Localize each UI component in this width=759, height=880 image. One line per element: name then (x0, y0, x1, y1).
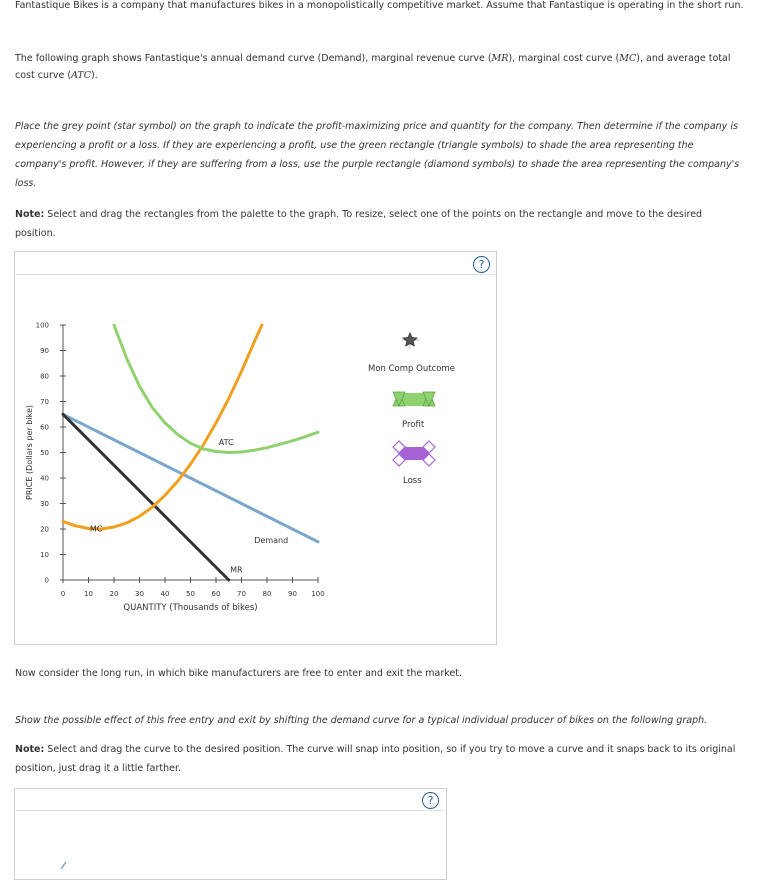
y-axis-label: PRICE (Dollars per bike) (25, 405, 34, 500)
x-tick-label: 50 (186, 590, 195, 598)
x-tick-label: 90 (288, 590, 297, 598)
atc-curve-label: ATC (218, 437, 234, 447)
x-tick-label: 20 (109, 590, 119, 598)
mr-curve-label: MR (230, 565, 243, 575)
loss-label: Loss (403, 476, 422, 486)
help-icon[interactable]: ? (422, 792, 439, 809)
long-run-paragraph: Now consider the long run, in which bike manufacturers are free to enter and exit the market. (15, 668, 462, 679)
x-tick-label: 40 (160, 590, 170, 598)
note-paragraph: Note: Select and drag the rectangles from the palette to the graph. To resize, select one of the points on the rectangle and move to the desired position. (15, 209, 703, 239)
y-tick-label: 100 (35, 321, 49, 330)
long-run-instructions: Show the possible effect of this free entry and exit by shifting the demand curve for a typical individual producer of bikes on the following graph. (15, 715, 708, 726)
long-run-note: Note: Select and drag the curve to the desired position. The curve will snap into position, so if you try to move a curve and it snaps back to its original position, just drag it a little farther. (15, 744, 736, 774)
x-tick-label: 60 (211, 590, 221, 598)
y-tick-label: 40 (40, 474, 49, 483)
x-tick-label: 0 (60, 590, 66, 598)
graph-description: The following graph shows Fantastique's annual demand curve (Demand), marginal revenue curve (MR), marginal cost curve (MC), and average total cost curve (ATC). (15, 53, 731, 81)
profit-label: Profit (402, 420, 425, 430)
y-tick-label: 10 (40, 551, 49, 559)
help-icon[interactable]: ? (473, 256, 490, 273)
x-tick-label: 30 (135, 590, 144, 598)
y-tick-label: 80 (40, 372, 49, 381)
y-tick-label: 20 (40, 525, 49, 534)
demand-curve-label: Demand (254, 536, 289, 546)
x-axis-label: QUANTITY (Thousands of bikes) (123, 603, 258, 613)
x-tick-label: 100 (311, 590, 325, 598)
y-tick-label: 30 (40, 500, 49, 508)
mon-comp-label: Mon Comp Outcome (368, 364, 455, 374)
y-tick-label: 0 (44, 576, 49, 585)
instructions-paragraph: Place the grey point (star symbol) on the graph to indicate the profit-maximizing price and quantity for the company. Then determine if the company is experiencing a profit or a loss. If they are experiencing a profit, use the green rectangle (triangle symbols) to shade the area representing the company's profit. However, if they are suffering from a loss, use the purple rectangle (diamond symbols) to shade the area representing the company's loss. (15, 121, 740, 189)
y-tick-label: 60 (40, 423, 49, 432)
x-tick-label: 70 (237, 590, 246, 598)
x-tick-label: 10 (84, 590, 93, 598)
y-tick-label: 70 (40, 398, 49, 406)
y-tick-label: 90 (40, 347, 49, 355)
intro-paragraph: Fantastique Bikes is a company that manufactures bikes in a monopolistically competitive market. Assume that Fantastique is operating in the short run. (15, 0, 744, 11)
x-tick-label: 80 (262, 590, 272, 598)
y-tick-label: 50 (40, 449, 49, 457)
mc-curve-label: MC (89, 524, 103, 534)
